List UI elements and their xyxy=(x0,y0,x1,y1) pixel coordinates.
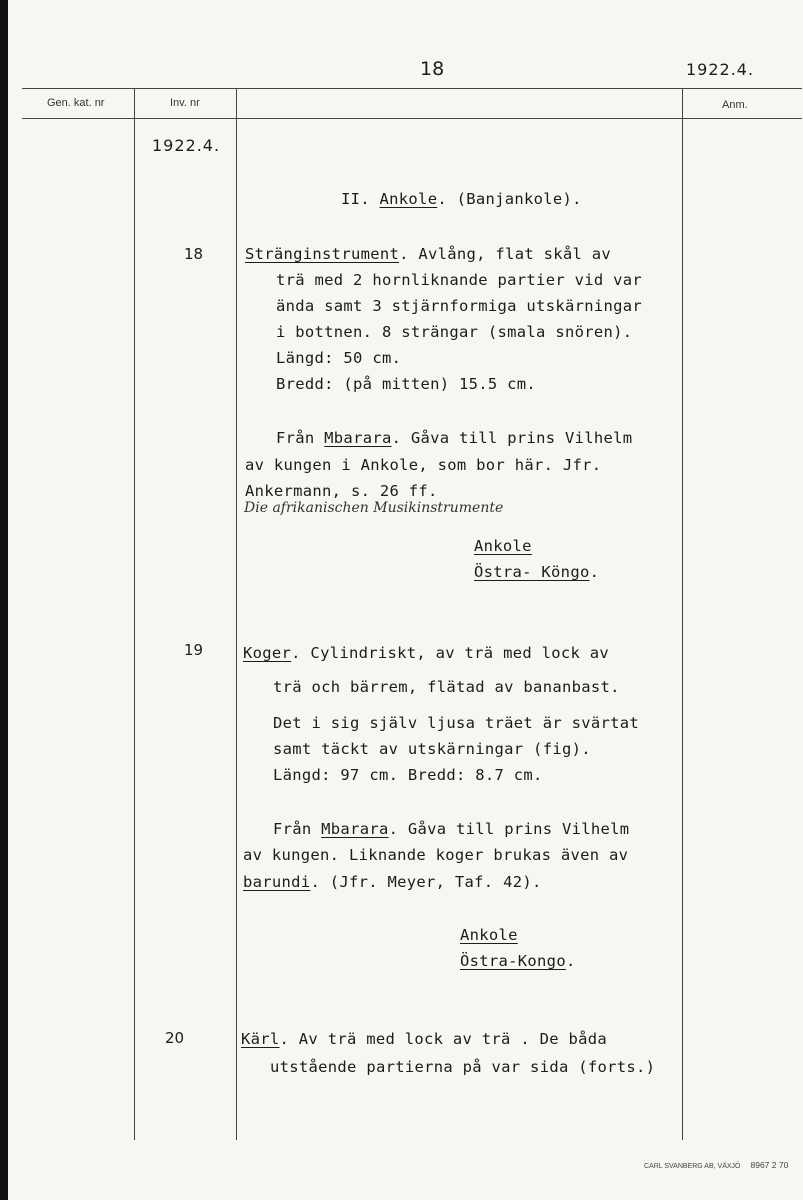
entry-18-reference: Ankermann, s. 26 ff. xyxy=(245,482,438,500)
entry-18-area: Östra- Köngo. xyxy=(474,563,600,581)
section-heading: II. Ankole. (Banjankole). xyxy=(341,190,582,208)
column-rule-text-anm xyxy=(682,88,683,1140)
entry-19-reference: barundi. (Jfr. Meyer, Taf. 42). xyxy=(243,873,542,891)
entry-18-title: Stränginstrument xyxy=(245,245,400,263)
entry-20-title: Kärl xyxy=(241,1030,280,1048)
entry-19-line: trä och bärrem, flätad av bananbast. xyxy=(273,678,620,696)
entry-18-line: i bottnen. 8 strängar (smala snören). xyxy=(276,323,633,341)
entry-19-area: Östra-Kongo. xyxy=(460,952,576,970)
entry-18-line: ända samt 3 stjärnformiga utskärningar xyxy=(276,297,643,315)
header-bottom-rule xyxy=(22,118,802,119)
page-date: 1922.4. xyxy=(686,60,755,79)
entry-19-line: samt täckt av utskärningar (fig). xyxy=(273,740,591,758)
date-entry: 1922.4. xyxy=(152,136,221,155)
entry-19-provenance-line: av kungen. Liknande koger brukas även av xyxy=(243,846,629,864)
entry-20-first-line: Kärl. Av trä med lock av trä . De båda xyxy=(241,1030,608,1048)
entry-19-measurements: Längd: 97 cm. Bredd: 8.7 cm. xyxy=(273,766,543,784)
entry-18-length: Längd: 50 cm. xyxy=(276,349,402,367)
entry-20-line: utstående partierna på var sida (forts.) xyxy=(270,1058,656,1076)
entry-18-first-line: Stränginstrument. Avlång, flat skål av xyxy=(245,245,612,263)
entry-18-provenance-line: av kungen i Ankole, som bor här. Jfr. xyxy=(245,456,602,474)
entry-19-first-line: Koger. Cylindriskt, av trä med lock av xyxy=(243,644,610,662)
column-rule-inv-text xyxy=(236,88,237,1140)
header-gen-kat: Gen. kat. nr xyxy=(47,97,105,109)
handwritten-annotation: Die afrikanischen Musikinstrumente xyxy=(244,500,504,516)
printer-footer: CARL SVANBERG AB, VÄXJÖ 8967 2 70 xyxy=(644,1160,789,1170)
inv-number-19: 19 xyxy=(184,641,204,659)
entry-18-provenance: Från Mbarara. Gåva till prins Vilhelm xyxy=(276,429,633,447)
entry-19-title: Koger xyxy=(243,644,292,662)
entry-18-width: Bredd: (på mitten) 15.5 cm. xyxy=(276,375,537,393)
entry-19-region: Ankole xyxy=(460,926,518,944)
inv-number-18: 18 xyxy=(184,245,204,263)
entry-18-region: Ankole xyxy=(474,537,532,555)
inv-number-20: 20 xyxy=(165,1029,185,1047)
entry-19-provenance: Från Mbarara. Gåva till prins Vilhelm xyxy=(273,820,630,838)
header-top-rule xyxy=(22,88,802,89)
entry-18-line: trä med 2 hornliknande partier vid var xyxy=(276,271,643,289)
left-edge-bar xyxy=(0,0,8,1200)
entry-19-line: Det i sig själv ljusa träet är svärtat xyxy=(273,714,640,732)
header-inv: Inv. nr xyxy=(170,97,200,109)
page-number: 18 xyxy=(420,58,445,80)
header-anm: Anm. xyxy=(722,99,748,111)
column-rule-gen-inv xyxy=(134,88,135,1140)
